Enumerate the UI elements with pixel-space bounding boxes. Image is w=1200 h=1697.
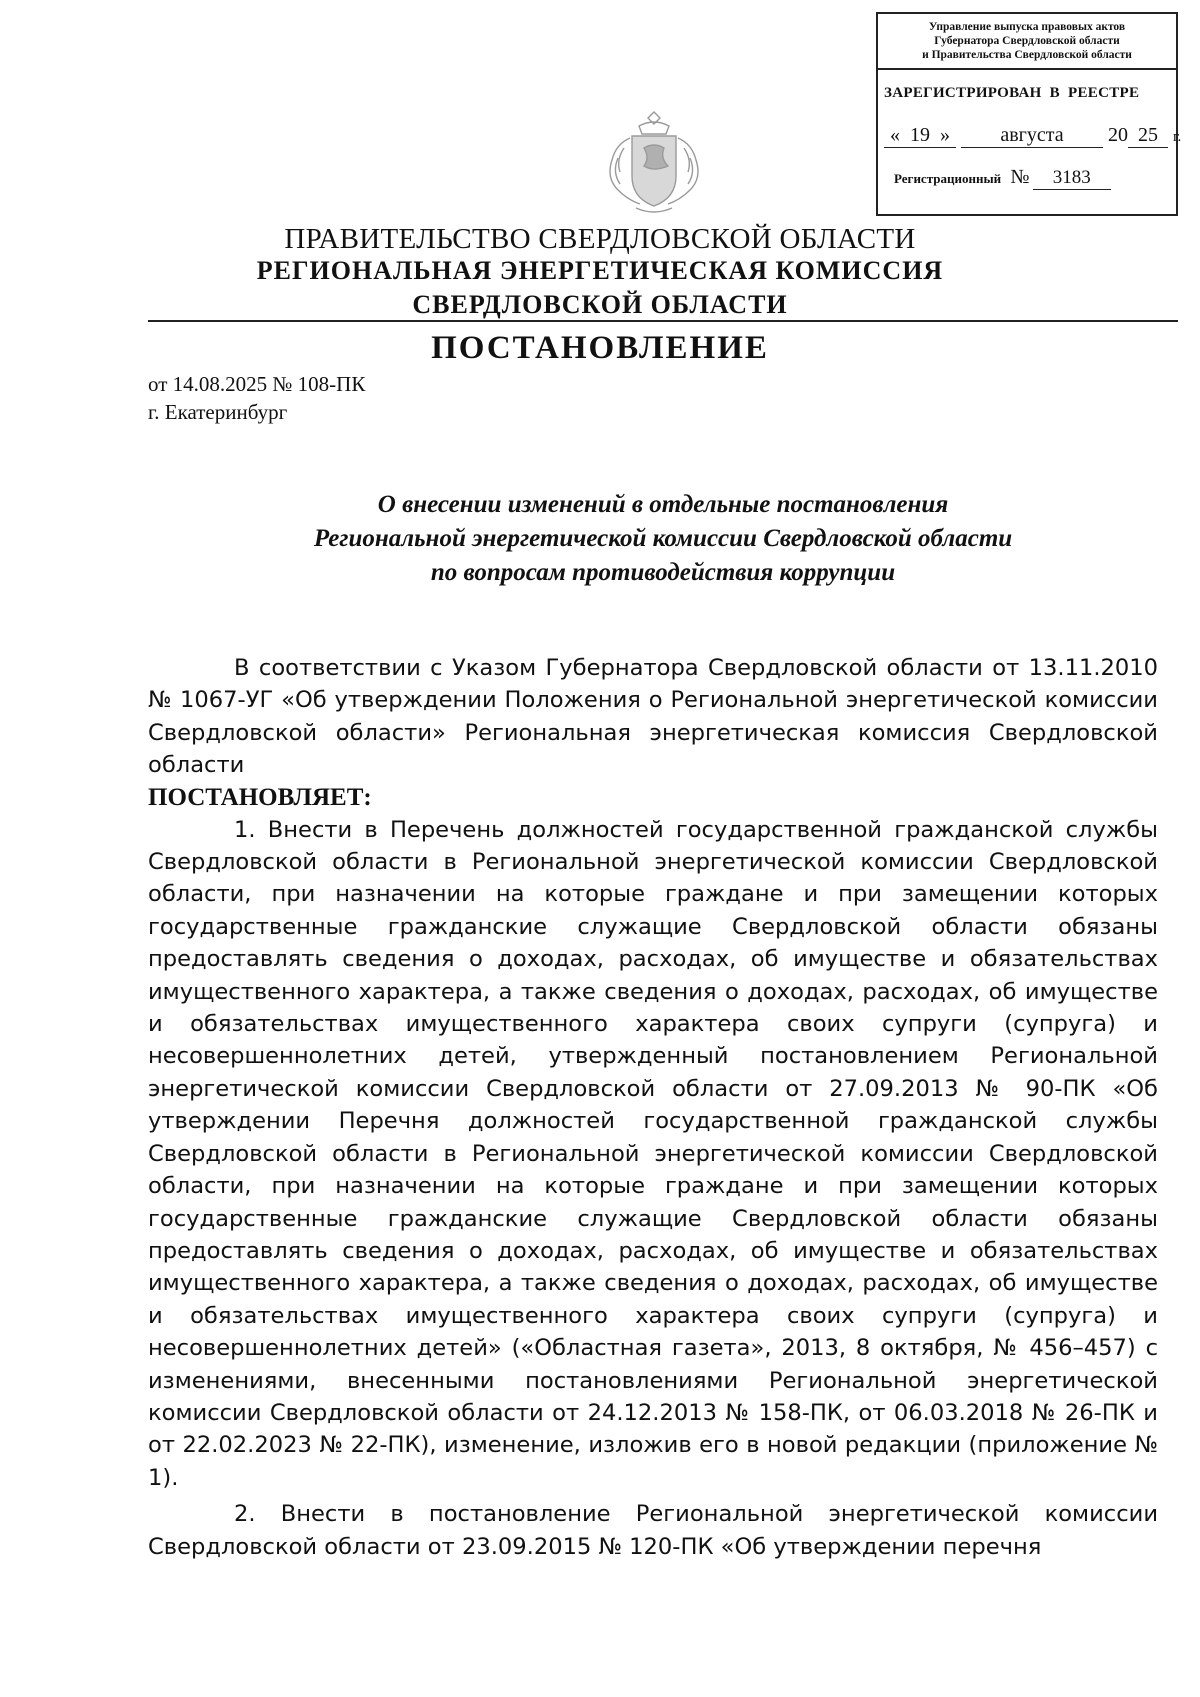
- commission-title-line1: РЕГИОНАЛЬНАЯ ЭНЕРГЕТИЧЕСКАЯ КОМИССИЯ: [256, 256, 944, 285]
- quote-open: «: [890, 124, 900, 146]
- stamp-reg-number: 3183: [1033, 167, 1111, 190]
- subject-line: Региональной энергетической комиссии Свердловской области: [313, 525, 1013, 552]
- subject-line: О внесении изменений в отдельные постановления: [377, 491, 949, 518]
- stamp-month: августа: [961, 124, 1103, 148]
- stamp-registered-label: ЗАРЕГИСТРИРОВАН В РЕЕСТРЕ: [884, 85, 1140, 101]
- stamp-header-line: Губернатора Свердловской области: [934, 35, 1120, 47]
- preamble-paragraph: В соответствии с Указом Губернатора Свердловской области от 13.11.2010 № 1067-УГ «Об утверждении Положения о Региональной энергетической комиссии Свердловской области» Региональная энергетическая комиссия Свердловской области: [148, 655, 1158, 779]
- stamp-day: [884, 124, 956, 148]
- subject-line: по вопросам противодействия коррупции: [430, 559, 896, 586]
- stamp-header-line: и Правительства Свердловской области: [922, 49, 1132, 61]
- stamp-year-suffix: 25: [1128, 124, 1168, 148]
- item-2-paragraph: 2. Внести в постановление Региональной энергетической комиссии Свердловской области от 23.09.2015 № 120-ПК «Об утверждении перечня: [148, 1501, 1158, 1560]
- commission-title-line2: СВЕРДЛОВСКОЙ ОБЛАСТИ: [412, 290, 788, 319]
- registry-stamp: [876, 12, 1182, 216]
- stamp-registration: [894, 166, 1176, 190]
- stamp-no-sign: №: [1010, 166, 1030, 188]
- document-type: ПОСТАНОВЛЕНИЕ: [431, 330, 769, 366]
- decree-heading: ПОСТАНОВЛЯЕТ:: [148, 783, 372, 811]
- quote-close: »: [940, 124, 950, 146]
- day-value: 19: [910, 124, 930, 146]
- stamp-date: [884, 124, 1182, 148]
- header-divider: [148, 320, 1178, 322]
- document-city: г. Екатеринбург: [148, 400, 288, 424]
- document-body: [148, 652, 1158, 1563]
- stamp-reg-label: Регистрационный: [894, 171, 1002, 186]
- item-1-paragraph: 1. Внести в Перечень должностей государственной гражданской службы Свердловской области в Региональной энергетической комиссии Свердловской области, при назначении на которые граждане и при замещении которых государственные гражданские служащие Свердловской области обязаны предоставлять сведения о доходах, расходах, об имуществе и обязательствах имущественного характера, а также сведения о доходах, расходах, об имуществе и обязательствах имущественного характера своих супруги (супруга) и несовершеннолетних детей, утвержденный постановлением Региональной энергетической комиссии Свердловской области от 27.09.2013 № 90-ПК «Об утверждении Перечня должностей государственной гражданской службы Свердловской области в Региональной энергетической комиссии Свердловской области, при назначении на которые граждане и при замещении которых государственные гражданские служащие Свердловской области обязаны предоставлять сведения о доходах, расходах, об имуществе и обязательствах имущественного характера, а также сведения о доходах, расходах, об имуществе и обязательствах имущественного характера своих супруги (супруга) и несовершеннолетних детей» («Областная газета», 2013, 8 октября, № 456–457) с изменениями, внесенными постановлениями Региональной энергетической комиссии Свердловской области от 24.12.2013 № 158-ПК, от 06.03.2018 № 26-ПК и от 22.02.2023 № 22-ПК), изменение, изложив его в новой редакции (приложение № 1).: [148, 816, 1158, 1491]
- document-number: от 14.08.2025 № 108-ПК: [148, 372, 366, 396]
- coat-of-arms-icon: [584, 108, 724, 218]
- government-title: ПРАВИТЕЛЬСТВО СВЕРДЛОВСКОЙ ОБЛАСТИ: [284, 223, 916, 255]
- stamp-header-line: Управление выпуска правовых актов: [928, 21, 1126, 33]
- document-subject: [148, 488, 1178, 590]
- stamp-header: [878, 14, 1176, 70]
- stamp-year-mark: г.: [1173, 129, 1182, 145]
- stamp-year-prefix: 20: [1108, 124, 1128, 146]
